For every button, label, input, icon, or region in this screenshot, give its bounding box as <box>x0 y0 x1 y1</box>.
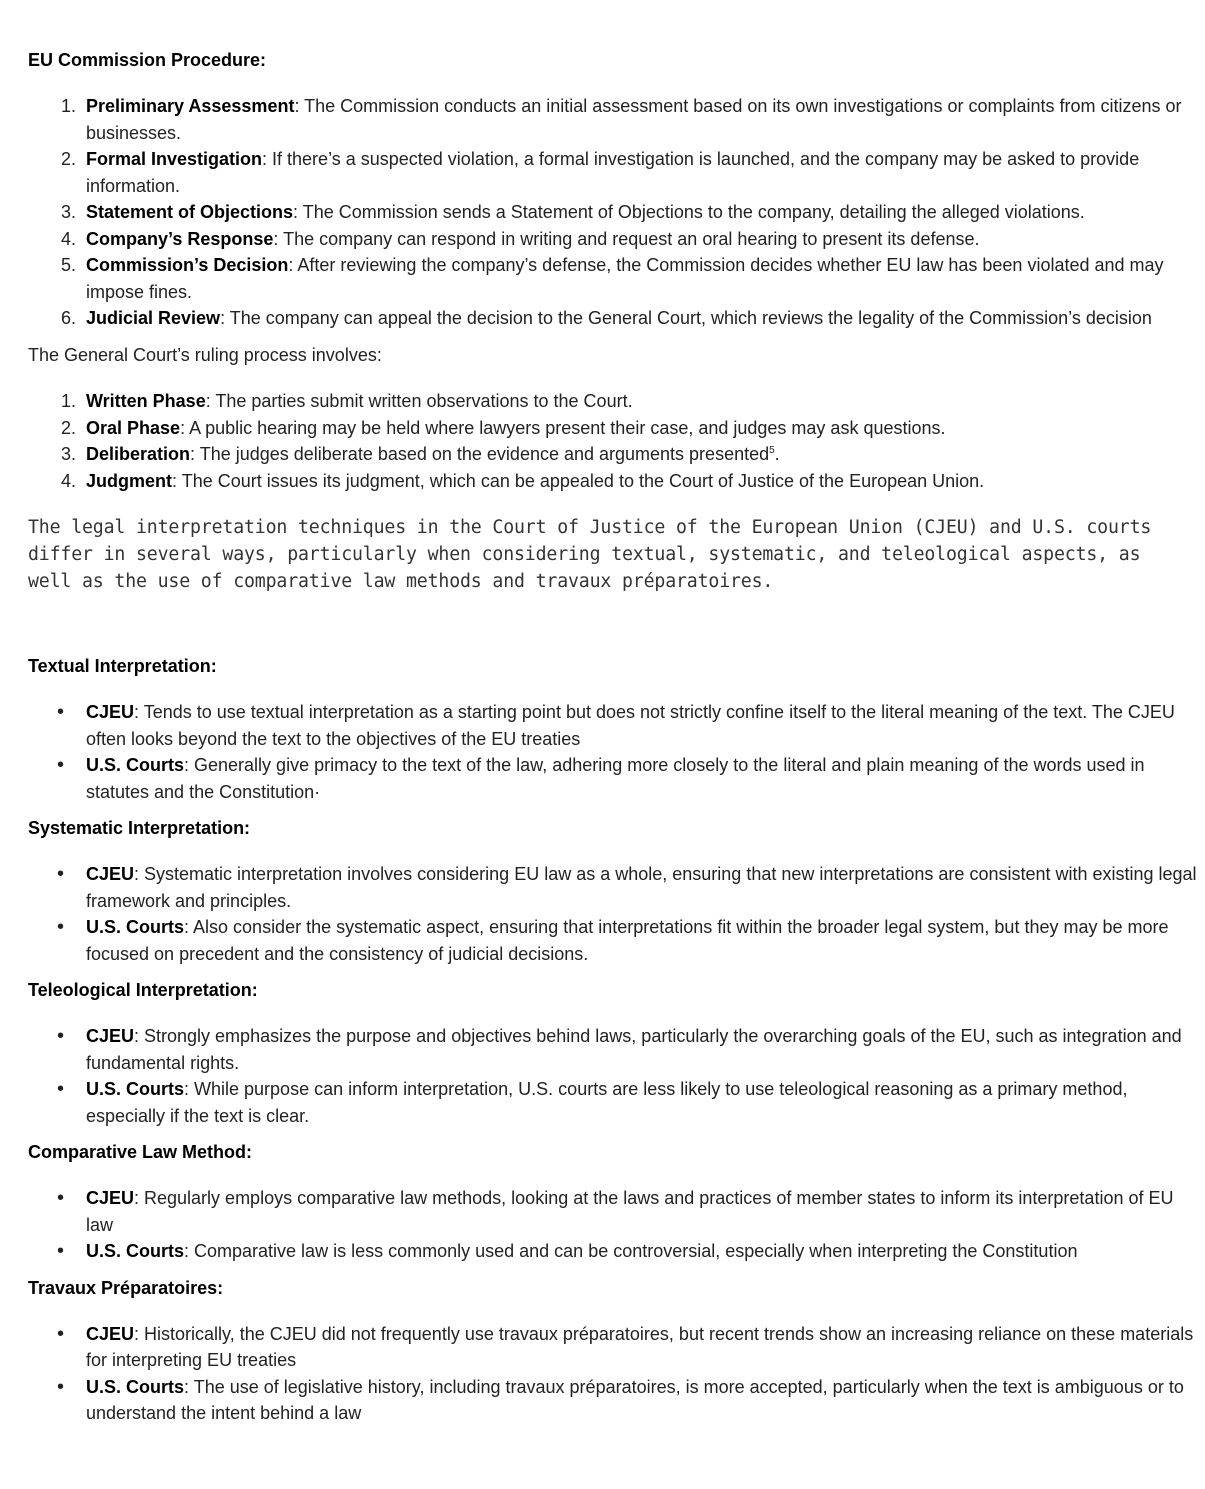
list-item <box>86 199 1205 226</box>
list-item <box>86 1185 1205 1238</box>
item-text: : Historically, the CJEU did not frequently use travaux préparatoires, but recent trends show an increasing reliance on these materials for interpreting EU treaties <box>86 1323 1194 1370</box>
item-text: : The Court issues its judgment, which can be appealed to the Court of Justice of the European Union. <box>172 470 985 491</box>
item-text: : Also consider the systematic aspect, ensuring that interpretations fit within the broader legal system, but they may be more focused on precedent and the consistency of judicial decisions. <box>86 917 1169 964</box>
item-term: Oral Phase <box>86 417 181 438</box>
section-list-textual <box>28 699 1205 805</box>
item-text: : Generally give primacy to the text of the law, adhering more closely to the literal and plain meaning of the words used in statutes and the Constitution· <box>86 755 1145 802</box>
item-term: Commission’s Decision <box>86 255 289 275</box>
item-term: U.S. Courts <box>86 1376 185 1397</box>
section-heading-comparative: Comparative Law Method: <box>28 1142 253 1162</box>
list-item <box>86 252 1205 305</box>
section-heading-teleological: Teleological Interpretation: <box>28 980 258 1000</box>
item-text: : The company can respond in writing and request an oral hearing to present its defense. <box>273 228 980 249</box>
comparison-intro-paragraph: The legal interpretation techniques in the Court of Justice of the European Union (CJEU) and U.S. courts differ in several ways, particularly when considering textual, systematic, and teleological aspects, as well as the use of comparative law methods and travaux préparatoires. <box>28 517 1152 592</box>
item-term: Written Phase <box>86 391 206 411</box>
item-text: : The use of legislative history, including travaux préparatoires, is more accepted, particularly when the text is ambiguous or to understand the intent behind a law <box>86 1376 1184 1423</box>
list-item <box>86 699 1205 752</box>
general-court-steps-list <box>28 388 1205 494</box>
item-text: : After reviewing the company’s defense, the Commission decides whether EU law has been violated and may impose fines. <box>86 255 1164 302</box>
item-term: CJEU <box>86 702 135 722</box>
item-text: : Comparative law is less commonly used and can be controversial, especially when interpreting the Constitution <box>184 1241 1078 1261</box>
list-item <box>86 1321 1205 1374</box>
item-term: CJEU <box>86 1323 135 1344</box>
item-text: : Regularly employs comparative law methods, looking at the laws and practices of member states to inform its interpretation of EU law <box>86 1188 1174 1235</box>
item-term: Company’s Response <box>86 228 274 249</box>
section-heading-textual: Textual Interpretation: <box>28 656 217 676</box>
list-item <box>86 93 1205 146</box>
item-text: : The Commission sends a Statement of Objections to the company, detailing the alleged violations. <box>293 202 1085 222</box>
list-item <box>86 388 1205 415</box>
item-text: : Strongly emphasizes the purpose and objectives behind laws, particularly the overarching goals of the EU, such as integration and fundamental rights. <box>86 1026 1182 1073</box>
section-list-travaux <box>28 1321 1205 1427</box>
item-text: : The judges deliberate based on the evidence and arguments presented <box>190 444 770 464</box>
section-list-comparative <box>28 1185 1205 1265</box>
commission-steps-list <box>28 93 1205 332</box>
list-item <box>86 861 1205 914</box>
item-term: U.S. Courts <box>86 755 185 775</box>
item-term: U.S. Courts <box>86 917 185 937</box>
list-item <box>86 1238 1205 1265</box>
list-item <box>86 226 1205 253</box>
item-text: : A public hearing may be held where lawyers present their case, and judges may ask questions. <box>180 417 946 438</box>
list-item <box>86 305 1205 332</box>
item-term: Statement of Objections <box>86 202 294 222</box>
list-item <box>86 1076 1205 1129</box>
item-term: Formal Investigation <box>86 149 263 169</box>
list-item <box>86 914 1205 967</box>
section-heading-travaux: Travaux Préparatoires: <box>28 1277 224 1298</box>
item-term: CJEU <box>86 864 135 884</box>
item-text: : If there’s a suspected violation, a formal investigation is launched, and the company may be asked to provide information. <box>86 149 1140 196</box>
list-item <box>86 468 1205 495</box>
list-item <box>86 146 1205 199</box>
item-text-after: . <box>774 444 780 464</box>
general-court-intro: The General Court’s ruling process involves: <box>28 344 382 365</box>
item-text: : Systematic interpretation involves considering EU law as a whole, ensuring that new interpretations are consistent with existing legal framework and principles. <box>86 864 1197 911</box>
item-term: Judicial Review <box>86 308 221 328</box>
item-text: : Tends to use textual interpretation as a starting point but does not strictly confine itself to the literal meaning of the text. The CJEU often looks beyond the text to the objectives of the EU treaties <box>86 702 1175 749</box>
item-term: CJEU <box>86 1026 135 1046</box>
item-term: Deliberation <box>86 444 191 464</box>
list-item <box>86 415 1205 442</box>
item-text: : The parties submit written observations to the Court. <box>205 391 633 411</box>
list-item <box>86 752 1205 805</box>
commission-procedure-heading: EU Commission Procedure: <box>28 50 267 70</box>
item-term: CJEU <box>86 1188 135 1208</box>
section-list-systematic <box>28 861 1205 967</box>
item-term: Judgment <box>86 470 173 491</box>
item-text: : While purpose can inform interpretation, U.S. courts are less likely to use teleological reasoning as a primary method, especially if the text is clear. <box>86 1079 1128 1126</box>
list-item <box>86 1023 1205 1076</box>
item-text: : The company can appeal the decision to the General Court, which reviews the legality of the Commission’s decision <box>220 308 1152 328</box>
item-text: : The Commission conducts an initial assessment based on its own investigations or complaints from citizens or businesses. <box>86 96 1182 143</box>
list-item <box>86 441 1205 468</box>
list-item <box>86 1374 1205 1427</box>
item-term: U.S. Courts <box>86 1241 185 1261</box>
section-list-teleological <box>28 1023 1205 1129</box>
item-term: Preliminary Assessment <box>86 96 295 116</box>
item-term: U.S. Courts <box>86 1079 185 1099</box>
section-heading-systematic: Systematic Interpretation: <box>28 818 251 838</box>
footnote-marker: 5 <box>769 445 775 456</box>
